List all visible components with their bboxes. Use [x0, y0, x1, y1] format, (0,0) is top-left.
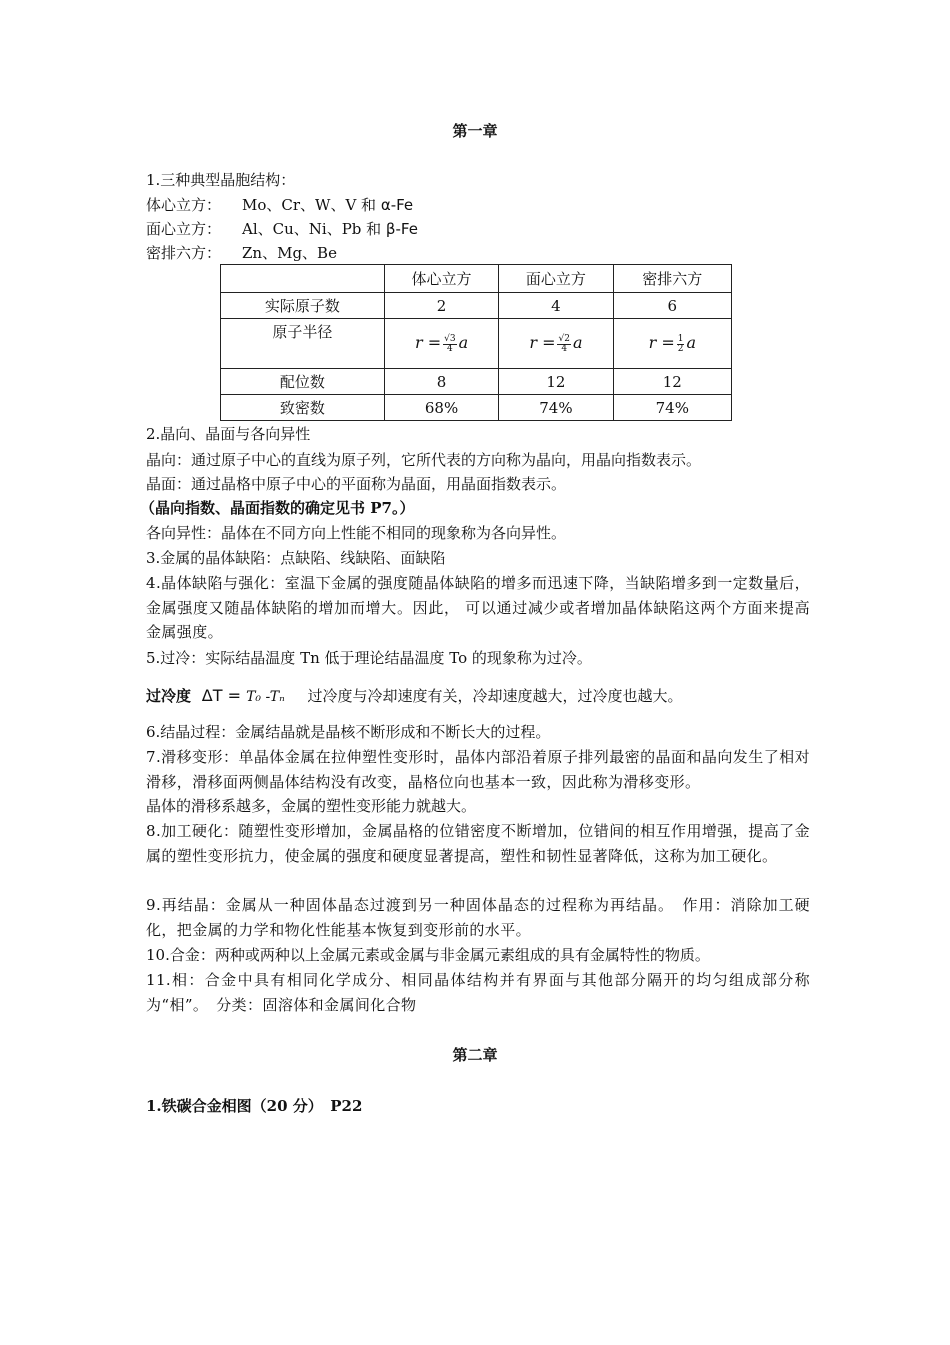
table-row — [221, 369, 732, 395]
section-10: 10.合金：两种或两种以上金属元素或金属与非金属元素组成的具有金属特性的物质。 — [146, 946, 710, 964]
table-row — [221, 319, 732, 369]
formula-fraction — [677, 335, 685, 354]
table-cell: 74% — [499, 395, 613, 421]
section-1-heading: 1.三种典型晶胞结构： — [146, 171, 296, 189]
fcc-fe: β-Fe — [385, 220, 418, 238]
table-row — [221, 395, 732, 421]
hcp-label: 密排六方： — [146, 244, 222, 262]
fraction-denominator: 4 — [446, 343, 453, 354]
fraction-numerator: √3 — [444, 333, 456, 344]
crystal-structure-table — [220, 264, 732, 421]
fcc-line — [146, 217, 816, 241]
chapter-2-title: 第二章 — [452, 1046, 498, 1064]
formula-rhs: a — [686, 333, 697, 353]
row-label: 实际原子数 — [221, 293, 385, 319]
crystal-plane-def: 晶面：通过晶格中原子中心的平面称为晶面，用晶面指数表示。 — [146, 475, 567, 493]
bcc-label: 体心立方： — [146, 196, 222, 214]
hcp-line — [146, 241, 816, 265]
table-cell: 12 — [613, 369, 731, 395]
section-5: 5.过冷：实际结晶温度 Tn 低于理论结晶温度 To 的现象称为过冷。 — [146, 649, 592, 667]
fraction-numerator: √2 — [558, 333, 570, 344]
section-8: 8.加工硬化：随塑性变形增加，金属晶格的位错密度不断增加，位错间的相互作用增强，提高了金属的塑性变形抗力，使金属的强度和硬度显著提高，塑性和韧性显著降低，这称为加工硬化。 — [146, 822, 810, 865]
table-header-cell — [221, 265, 385, 293]
table-cell: 12 — [499, 369, 613, 395]
section-11: 11.相：合金中具有相同化学成分、相同晶体结构并有界面与其他部分隔开的均匀组成部分称为“相”。 分类：固溶体和金属间化合物 — [146, 971, 810, 1014]
fraction-denominator: 4 — [561, 343, 568, 354]
formula-lhs: r = — [414, 333, 442, 353]
row-label: 配位数 — [221, 369, 385, 395]
formula-fraction — [443, 335, 456, 354]
section-7-extra: 晶体的滑移系越多，金属的塑性变形能力就越大。 — [146, 797, 477, 815]
section-4: 4.晶体缺陷与强化：室温下金属的强度随晶体缺陷的增多而迅速下降，当缺陷增多到一定数量后，金属强度又随晶体缺陷的增加而增大。因此， 可以通过减少或者增加晶体缺陷这两个方面来提高金属强度。 — [146, 574, 810, 641]
supercool-text: 过冷度与冷却速度有关，冷却速度越大，过冷度也越大。 — [307, 687, 683, 705]
formula-lhs: r = — [648, 333, 675, 353]
chapter-2-section-1: 1.铁碳合金相图（20 分） P22 — [146, 1097, 363, 1115]
bcc-fe: α-Fe — [380, 196, 414, 214]
fcc-label: 面心立方： — [146, 220, 222, 238]
formula-cell — [613, 319, 731, 369]
table-header-cell: 密排六方 — [613, 265, 731, 293]
formula-cell — [384, 319, 498, 369]
table-cell: 6 — [613, 293, 731, 319]
table-cell: 8 — [384, 369, 498, 395]
crystal-direction-def: 晶向：通过原子中心的直线为原子列，它所代表的方向称为晶向，用晶向指数表示。 — [146, 451, 702, 469]
chapter-1-title: 第一章 — [452, 122, 498, 140]
fraction-denominator: 2 — [677, 343, 684, 354]
formula-rhs: a — [572, 333, 583, 353]
hcp-metals: Zn、Mg、Be — [242, 244, 337, 262]
section-7: 7.滑移变形：单晶体金属在拉伸塑性变形时，晶体内部沿着原子排列最密的晶面和晶向发生了相对滑移，滑移面两侧晶体结构没有改变，晶格位向也基本一致，因此称为滑移变形。 — [146, 748, 810, 791]
table-cell: 2 — [384, 293, 498, 319]
table-cell: 4 — [499, 293, 613, 319]
index-note: （晶向指数、晶面指数的确定见书 P7。） — [140, 499, 415, 517]
row-label: 原子半径 — [221, 319, 385, 369]
table-row — [221, 293, 732, 319]
section-9: 9.再结晶：金属从一种固体晶态过渡到另一种固体晶态的过程称为再结晶。 作用：消除加工硬化，把金属的力学和物化性能基本恢复到变形前的水平。 — [146, 896, 810, 939]
row-label: 致密数 — [221, 395, 385, 421]
supercool-formula-lhs: ΔT = — [201, 686, 247, 705]
fraction-numerator: 1 — [677, 333, 684, 344]
table-header-cell: 面心立方 — [499, 265, 613, 293]
section-6: 6.结晶过程：金属结晶就是晶核不断形成和不断长大的过程。 — [146, 723, 551, 741]
formula-cell — [499, 319, 613, 369]
table-cell: 74% — [613, 395, 731, 421]
bcc-metals: Mo、Cr、W、V 和 — [242, 196, 381, 214]
supercooling-line — [146, 684, 816, 709]
table-cell: 68% — [384, 395, 498, 421]
formula-lhs: r = — [529, 333, 556, 353]
table-header-row — [221, 265, 732, 293]
formula-fraction — [557, 335, 570, 354]
section-3: 3.金属的晶体缺陷：点缺陷、线缺陷、面缺陷 — [146, 549, 446, 567]
supercool-label: 过冷度 — [146, 687, 192, 705]
fcc-metals: Al、Cu、Ni、Pb 和 — [242, 220, 386, 238]
bcc-line — [146, 193, 816, 217]
formula-rhs: a — [458, 333, 469, 353]
table-header-cell: 体心立方 — [384, 265, 498, 293]
section-2-heading: 2.晶向、晶面与各向异性 — [146, 425, 311, 443]
anisotropy-def: 各向异性：晶体在不同方向上性能不相同的现象称为各向异性。 — [146, 524, 567, 542]
supercool-formula-rhs: T₀ -Tₙ — [246, 689, 285, 705]
